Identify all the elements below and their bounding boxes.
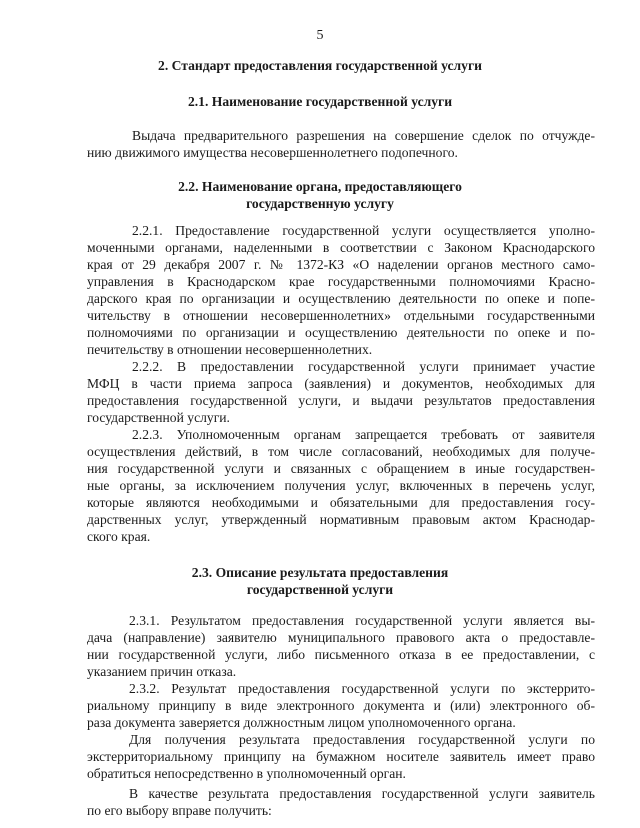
paragraph-line: ные органы, за исключением получения услуг, включенных в перечень услуг, — [87, 478, 595, 493]
paragraph-line: печительству в отношении несовершеннолетних. — [87, 342, 373, 357]
paragraph-line: Для получения результата предоставления государственной услуги по — [129, 732, 595, 747]
paragraph-line: полномочиями по организации и осуществлению деятельности по опеке и по- — [87, 325, 595, 340]
paragraph-line: 2.3.2. Результат предоставления государственной услуги по экстеррито- — [129, 681, 595, 696]
section-heading-2: 2. Стандарт предоставления государственной услуги — [158, 58, 482, 73]
paragraph-line: дарского края по организации и осуществлению деятельности по опеке и попе- — [87, 291, 595, 306]
section-heading-2-2: 2.2. Наименование органа, предоставляющего — [178, 179, 462, 194]
paragraph-line: дача (направление) заявителю муниципального правового акта о предоставле- — [87, 630, 595, 645]
paragraph-line: которые являются необходимыми и обязательными для предоставления госу- — [87, 495, 595, 510]
paragraph-line: 2.3.1. Результатом предоставления государственной услуги является вы- — [129, 613, 595, 628]
section-heading-2-3-cont: государственной услуги — [246, 582, 394, 597]
page-number: 5 — [316, 28, 324, 43]
paragraph-line: чительству в отношении несовершеннолетних» отдельными государственными — [87, 308, 595, 323]
paragraph-line: 2.2.3. Уполномоченным органам запрещается требовать от заявителя — [132, 427, 595, 442]
paragraph-line: управления в Краснодарском крае государственными полномочиями Красно- — [87, 274, 595, 289]
paragraph-line: моченными органами, наделенными в соответствии с Законом Краснодарского — [87, 240, 595, 255]
paragraph-line: края от 29 декабря 2007 г. № 1372-КЗ «О наделении органов местного само- — [87, 257, 595, 272]
section-heading-2-1: 2.1. Наименование государственной услуги — [187, 94, 453, 109]
paragraph-line: обратиться непосредственно в уполномоченный орган. — [87, 766, 406, 781]
section-heading-2-2-cont: государственную услугу — [246, 196, 394, 211]
section-heading-2-3: 2.3. Описание результата предоставления — [191, 565, 449, 580]
paragraph-line: риальному принципу в виде электронного документа и (или) электронного об- — [87, 698, 595, 713]
paragraph-line: осуществления действий, в том числе согласований, необходимых для получе- — [87, 444, 595, 459]
paragraph-line: ского края. — [87, 529, 151, 544]
paragraph-line: дарственных услуг, утвержденный нормативным правовым актом Краснодар- — [87, 512, 595, 527]
paragraph-line: ния государственной услуги и связанных с обращением в иные государствен- — [87, 461, 595, 476]
paragraph-line: нию движимого имущества несовершеннолетнего подопечного. — [87, 145, 458, 160]
paragraph-line: государственной услуги. — [87, 410, 230, 425]
paragraph-line: экстерриториальному принципу на бумажном носителе заявитель имеет право — [87, 749, 595, 764]
paragraph-line: Выдача предварительного разрешения на совершение сделок по отчужде- — [132, 128, 595, 143]
paragraph-line: предоставления государственной услуги, и выдачи результатов предоставления — [87, 393, 595, 408]
paragraph-line: нии государственной услуги, либо письменного отказа в ее предоставлении, с — [87, 647, 595, 662]
paragraph-line: 2.2.2. В предоставлении государственной услуги принимает участие — [132, 359, 595, 374]
paragraph-line: 2.2.1. Предоставление государственной услуги осуществляется уполно- — [132, 223, 595, 238]
paragraph-line: МФЦ в части приема запроса (заявления) и документов, необходимых для — [87, 376, 595, 391]
paragraph-line: по его выбору вправе получить: — [87, 803, 272, 818]
paragraph-line: раза документа заверяется должностным лицом уполномоченного органа. — [87, 715, 516, 730]
paragraph-line: указанием причин отказа. — [87, 664, 237, 679]
paragraph-line: В качестве результата предоставления государственной услуги заявитель — [129, 786, 595, 801]
